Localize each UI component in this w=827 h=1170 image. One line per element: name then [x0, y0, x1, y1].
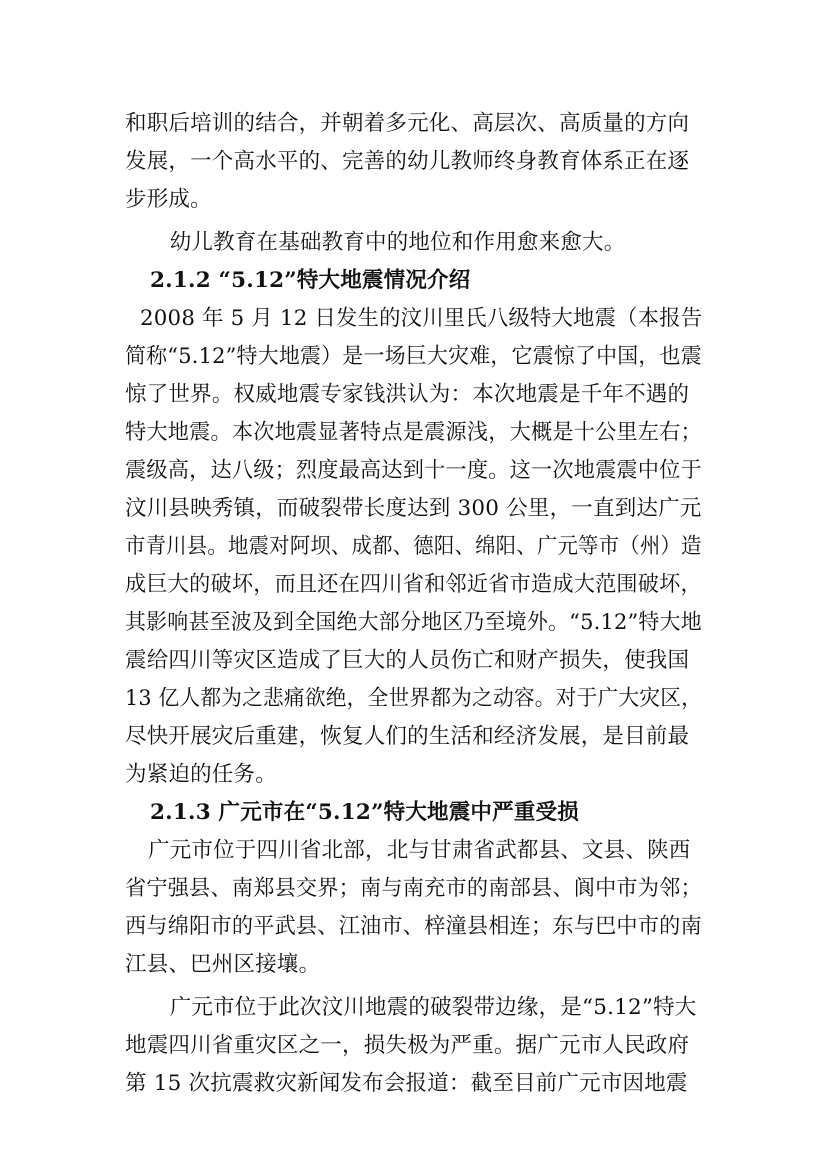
paragraph-line: 2008 年 5 月 12 日发生的汶川里氏八级特大地震（本报告 — [140, 306, 703, 331]
paragraph-line: 汶川县映秀镇，而破裂带长度达到 300 公里，一直到达广元 — [125, 496, 702, 521]
paragraph-line: 简称“5.12”特大地震）是一场巨大灾难，它震惊了中国，也震 — [125, 344, 702, 369]
paragraph-line: 地震四川省重灾区之一，损失极为严重。据广元市人民政府 — [125, 1033, 690, 1058]
paragraph-line: 震级高，达八级；烈度最高达到十一度。这一次地震震中位于 — [125, 458, 702, 483]
paragraph-line: 西与绵阳市的平武县、江油市、梓潼县相连；东与巴中市的南 — [125, 914, 702, 939]
paragraph-line: 广元市位于此次汶川地震的破裂带边缘，是“5.12”特大 — [148, 995, 697, 1020]
section-heading-2-1-2: 2.1.2 “5.12”特大地震情况介绍 — [150, 268, 471, 293]
paragraph-line: 为紧迫的任务。 — [125, 762, 277, 787]
paragraph-line: 幼儿教育在基础教育中的地位和作用愈来愈大。 — [148, 230, 626, 255]
paragraph-line: 江县、巴州区接壤。 — [125, 952, 321, 977]
paragraph-line: 第 15 次抗震救灾新闻发布会报道：截至目前广元市因地震 — [125, 1071, 688, 1096]
section-heading-2-1-3: 2.1.3 广元市在“5.12”特大地震中严重受损 — [150, 800, 579, 825]
paragraph-line: 成巨大的破坏，而且还在四川省和邻近省市造成大范围破坏， — [125, 572, 702, 597]
paragraph-line: 省宁强县、南郑县交界；南与南充市的南部县、阆中市为邻； — [125, 876, 702, 901]
paragraph-line: 特大地震。本次地震显著特点是震源浅，大概是十公里左右； — [125, 420, 702, 445]
paragraph-line: 其影响甚至波及到全国绝大部分地区乃至境外。“5.12”特大地 — [125, 610, 702, 635]
paragraph-line: 尽快开展灾后重建，恢复人们的生活和经济发展，是目前最 — [125, 724, 690, 749]
paragraph-line: 步形成。 — [125, 187, 212, 212]
paragraph-line: 发展，一个高水平的、完善的幼儿教师终身教育体系正在逐 — [125, 149, 690, 174]
paragraph-line: 13 亿人都为之悲痛欲绝，全世界都为之动容。对于广大灾区， — [125, 686, 702, 711]
paragraph-line: 惊了世界。权威地震专家钱洪认为：本次地震是千年不遇的 — [125, 382, 690, 407]
paragraph-line: 广元市位于四川省北部，北与甘肃省武都县、文县、陕西 — [148, 838, 691, 863]
paragraph-line: 和职后培训的结合，并朝着多元化、高层次、高质量的方向 — [125, 111, 690, 136]
paragraph-line: 市青川县。地震对阿坝、成都、德阳、绵阳、广元等市（州）造 — [125, 534, 702, 559]
paragraph-line: 震给四川等灾区造成了巨大的人员伤亡和财产损失，使我国 — [125, 648, 690, 673]
